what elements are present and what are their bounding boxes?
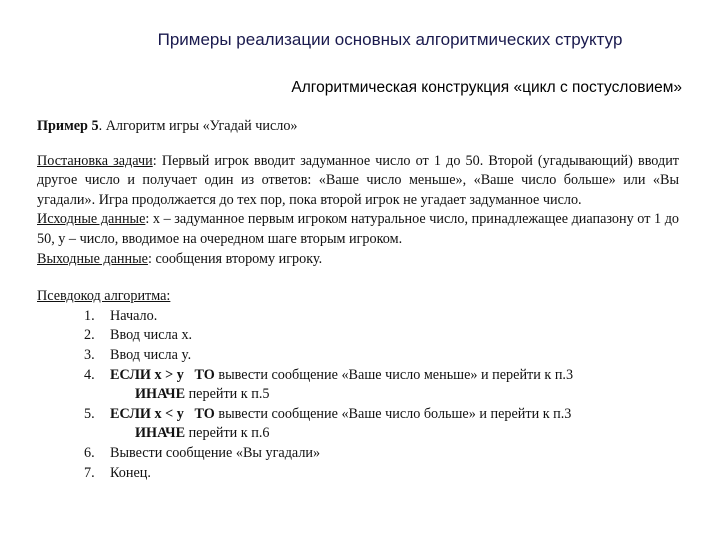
task-paragraph — [37, 152, 679, 211]
keyword-if: ЕСЛИ x > y — [110, 366, 184, 383]
output-text: : сообщения второму игроку. — [147, 250, 323, 267]
list-item-continuation — [37, 424, 679, 444]
list-item — [37, 346, 679, 366]
step-number: 3. — [84, 346, 95, 363]
step-number: 5. — [84, 405, 95, 422]
step-number: 6. — [84, 444, 95, 461]
list-item — [37, 307, 679, 327]
keyword-if: ЕСЛИ x < y — [110, 405, 184, 422]
example-line — [37, 117, 679, 137]
step-text: перейти к п.6 — [185, 425, 270, 442]
step-text: вывести сообщение «Ваше число меньше» и перейти к п.3 — [214, 366, 574, 383]
step-number: 2. — [84, 327, 95, 344]
keyword-else: ИНАЧЕ — [135, 386, 186, 403]
keyword-else: ИНАЧЕ — [135, 425, 186, 442]
step-text: Ввод числа x. — [110, 327, 193, 344]
pseudocode-label: Псевдокод алгоритма: — [37, 288, 171, 305]
keyword-then: ТО — [194, 405, 215, 422]
task-text: : Первый игрок вводит задуманное число от 1 до 50. Второй (угадывающий) вводит другое число и получает один из ответов: «Ваше число меньше», «Ваше число больше» или «Вы угадали». Игра продолжается до тех пор, пока второй игрок не угадает задуманное число. — [37, 152, 679, 208]
list-item — [37, 464, 679, 484]
example-label: Пример 5 — [37, 118, 99, 134]
list-item — [37, 326, 679, 346]
document-body — [37, 117, 679, 483]
slide-subtitle: Алгоритмическая конструкция «цикл с постусловием» — [291, 79, 682, 96]
list-item — [37, 405, 679, 425]
list-item — [37, 366, 679, 386]
example-text: . Алгоритм игры «Угадай число» — [98, 118, 298, 134]
input-label: Исходные данные — [37, 211, 146, 228]
slide-title: Примеры реализации основных алгоритмических структур — [157, 30, 623, 49]
step-text: Конец. — [110, 464, 151, 481]
step-text: Начало. — [110, 307, 158, 324]
input-text: : x – задуманное первым игроком натуральное число, принадлежащее диапазону от 1 до 50, y – число, вводимое на очередном шаге вторым игроком. — [37, 211, 680, 247]
step-text: Ввод числа y. — [110, 346, 192, 363]
step-text: вывести сообщение «Ваше число больше» и перейти к п.3 — [214, 405, 572, 422]
step-number: 7. — [84, 464, 95, 481]
output-label: Выходные данные — [37, 250, 148, 267]
output-paragraph — [37, 250, 679, 270]
step-text: Вывести сообщение «Вы угадали» — [110, 444, 321, 461]
step-number: 1. — [84, 307, 95, 324]
list-item — [37, 444, 679, 464]
input-paragraph — [37, 210, 679, 249]
pseudocode-list — [37, 307, 679, 483]
list-item-continuation — [37, 385, 679, 405]
step-text: перейти к п.5 — [185, 386, 270, 403]
step-number: 4. — [84, 366, 95, 383]
task-label: Постановка задачи — [37, 152, 153, 169]
keyword-then: ТО — [194, 366, 215, 383]
